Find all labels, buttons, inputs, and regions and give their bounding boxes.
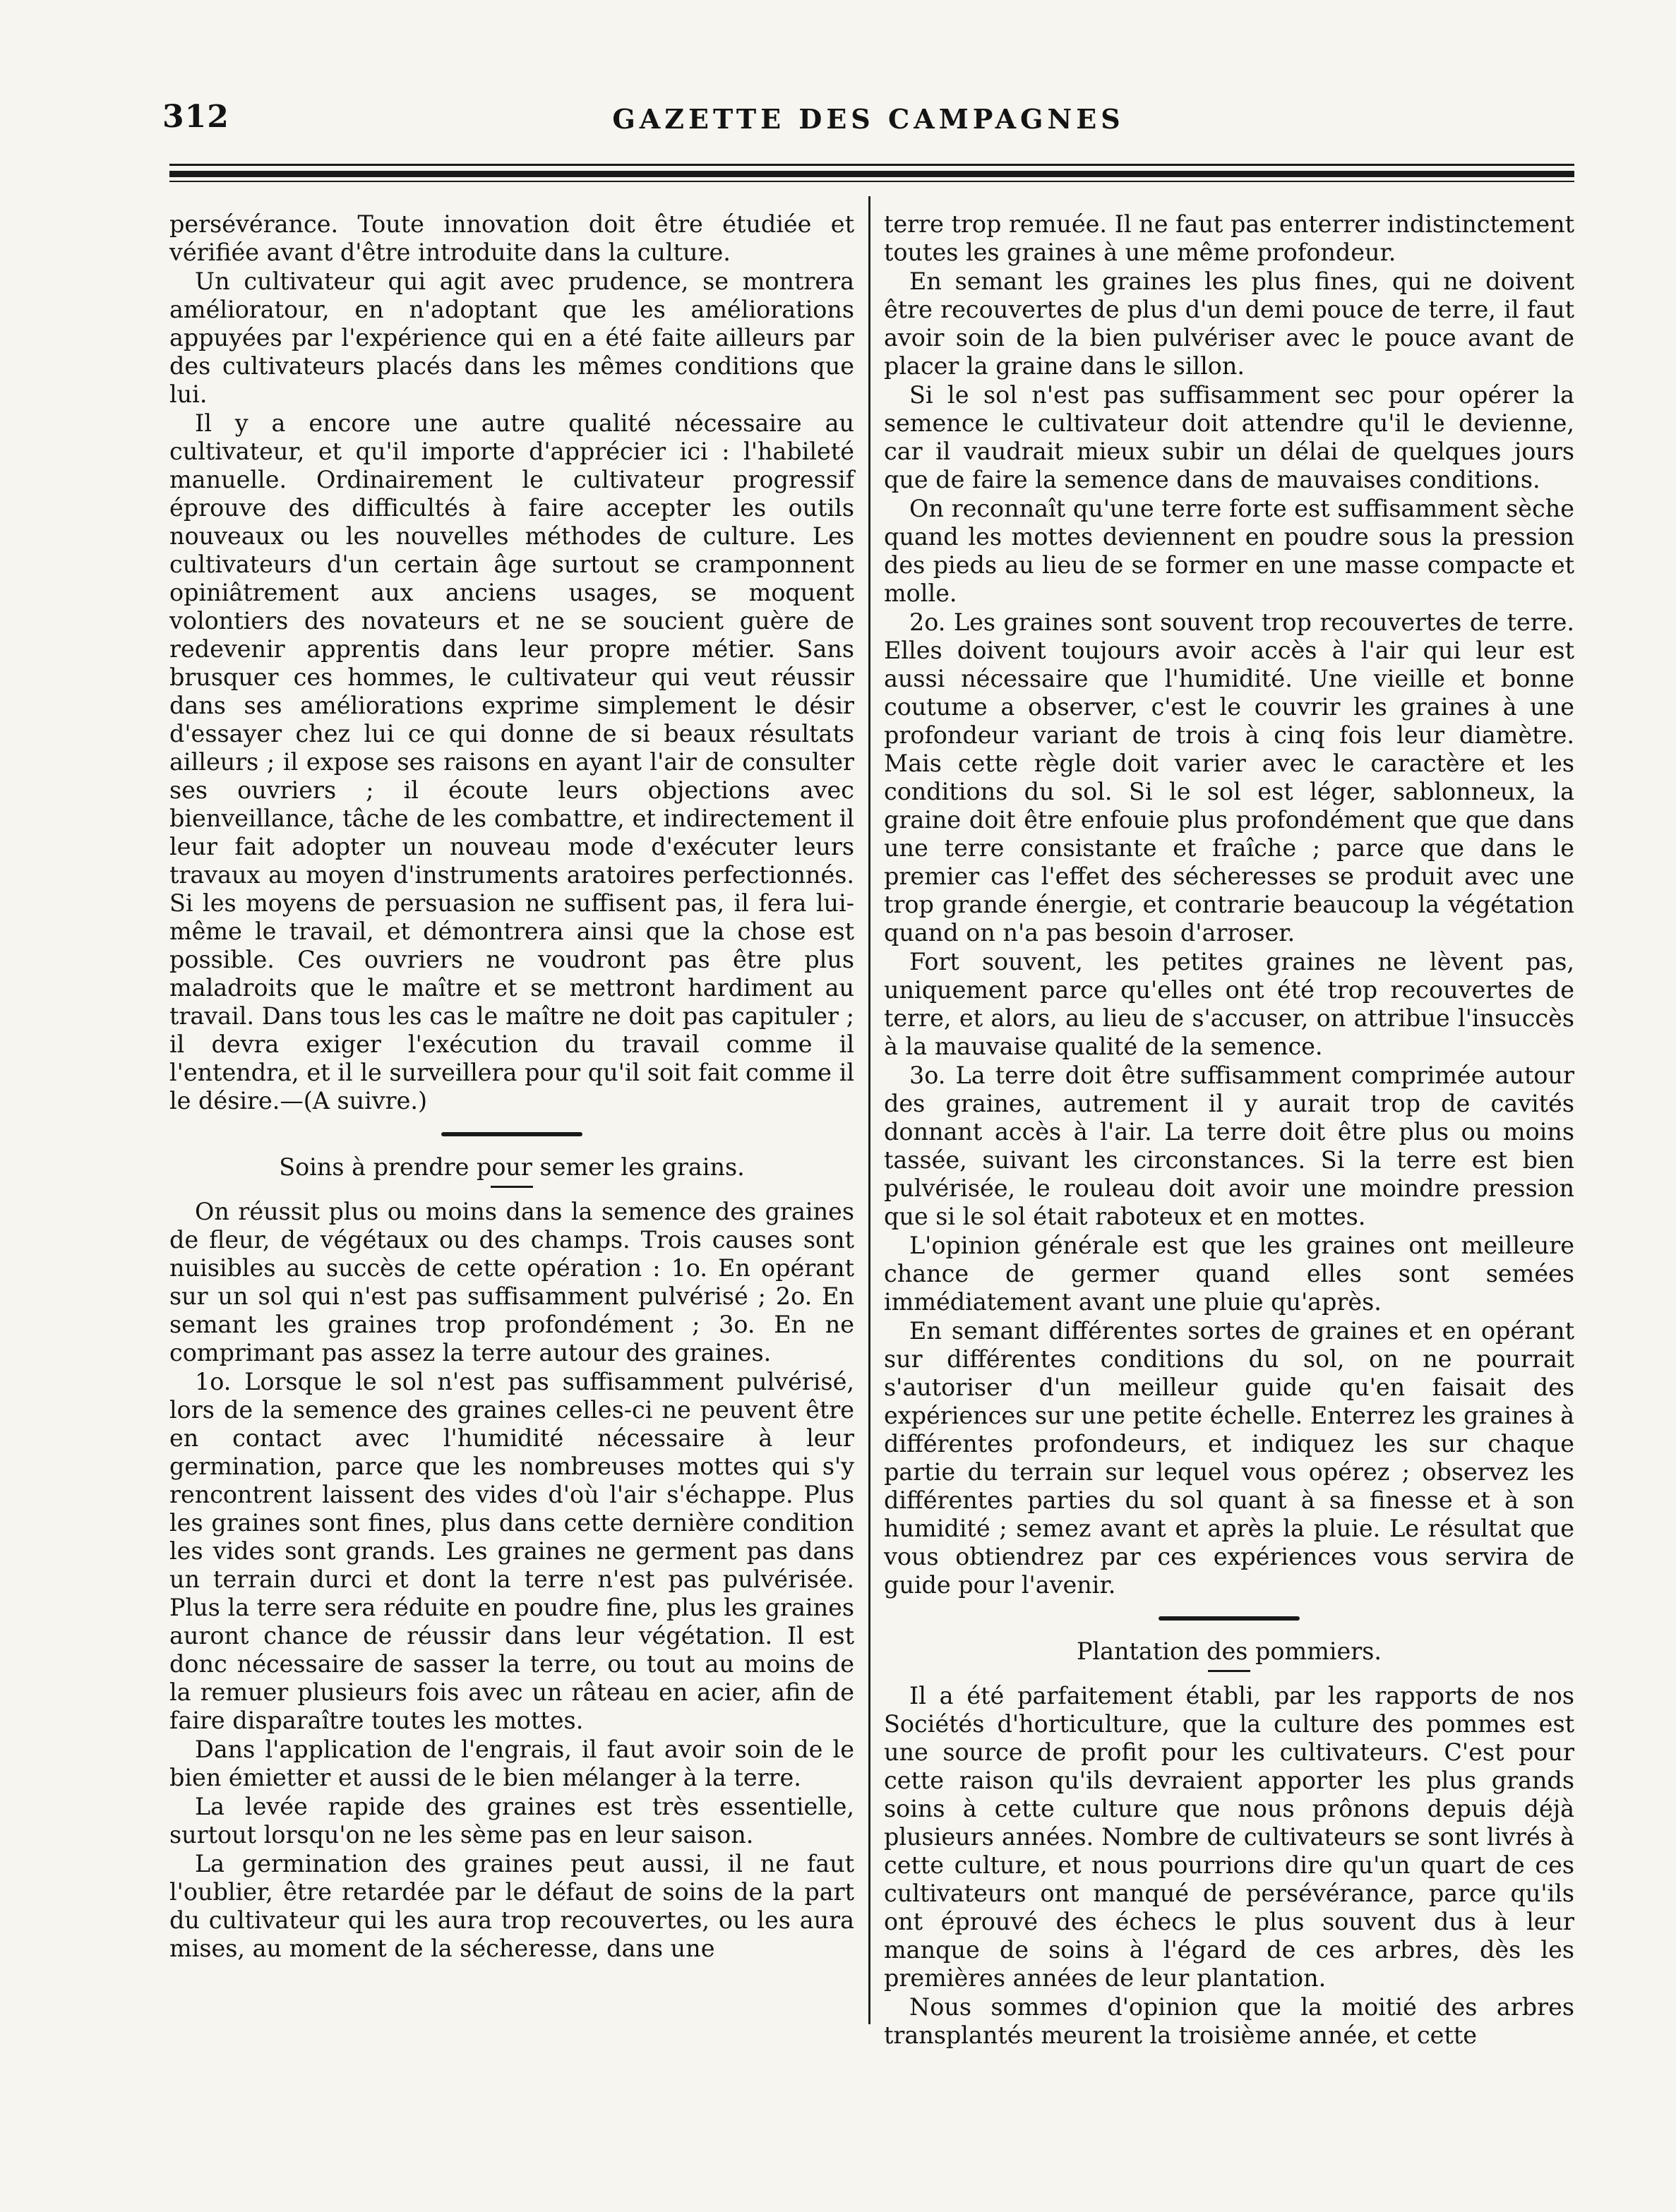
- paragraph: 3o. La terre doit être suffisamment comprimée autour des graines, autrement il y aurait trop de cavités donnant accès à l'air. La terre doit être plus ou moins tassée, suivant les circonstances. Si la terre est bien pulvérisée, le rouleau doit avoir une moindre pression que si le sol était raboteux et en mottes.: [884, 1062, 1574, 1230]
- title-underline: [491, 1186, 533, 1188]
- section-separator: [441, 1132, 582, 1136]
- paragraph: Nous sommes d'opinion que la moitié des arbres transplantés meurent la troisième année, et cette: [884, 1993, 1574, 2049]
- paragraph: Si le sol n'est pas suffisamment sec pour opérer la semence le cultivateur doit attendre qu'il le devienne, car il vaudrait mieux subir un délai de quelques jours que de faire la semence dans de mauvaises conditions.: [884, 381, 1574, 493]
- page-header: [162, 99, 1574, 141]
- paragraph: 2o. Les graines sont souvent trop recouvertes de terre. Elles doivent toujours avoir accès à l'air qui leur est aussi nécessaire que l'humidité. Une vieille et bonne coutume a observer, c'est le couvrir les graines à une profondeur variant de trois à cinq fois leur diamètre. Mais cette règle doit varier avec le caractère et les conditions du sol. Si le sol est léger, sablonneux, la graine doit être enfouie plus profondément que que dans une terre consistante et fraîche ; parce que dans le premier cas l'effet des sécheresses se produit avec une trop grande énergie, et contrarie beaucoup la végétation quand on n'a pas besoin d'arroser.: [884, 608, 1574, 946]
- section-title: Plantation des pommiers.: [1076, 1637, 1382, 1665]
- paragraph: terre trop remuée. Il ne faut pas enterrer indistinctement toutes les graines à une même profondeur.: [884, 210, 1574, 266]
- paragraph: Fort souvent, les petites graines ne lèvent pas, uniquement parce qu'elles ont été trop recouvertes de terre, et alors, au lieu de s'accuser, on attribue l'insuccès à la mauvaise qualité de la semence.: [884, 948, 1574, 1060]
- paragraph: L'opinion générale est que les graines ont meilleure chance de germer quand elles sont semées immédiatement avant une pluie qu'après.: [884, 1232, 1574, 1316]
- title-underline: [1208, 1670, 1250, 1672]
- paragraph: Un cultivateur qui agit avec prudence, se montrera amélioratour, en n'adoptant que les améliorations appuyées par l'expérience qui en a été faite ailleurs par des cultivateurs placés dans les mêmes conditions que lui.: [169, 268, 854, 408]
- section-separator: [1159, 1616, 1300, 1621]
- section-title: Soins à prendre pour semer les grains.: [279, 1153, 745, 1181]
- right-column: [884, 210, 1574, 2050]
- paragraph: Il y a encore une autre qualité nécessaire au cultivateur, et qu'il importe d'apprécier ici : l'habileté manuelle. Ordinairement le cultivateur progressif éprouve des difficultés à faire accepter les outils nouveaux ou les nouvelles méthodes de culture. Les cultivateurs d'un certain âge surtout se cramponnent opiniâtrement aux anciens usages, se moquent volontiers des novateurs et ne se soucient guère de redevenir apprentis dans leur propre métier. Sans brusquer ces hommes, le cultivateur qui veut réussir dans ses améliorations exprime simplement le désir d'essayer chez lui ce qui donne de si beaux résultats ailleurs ; il expose ses raisons en ayant l'air de consulter ses ouvriers ; il écoute leurs objections avec bienveillance, tâche de les combattre, et indirectement il leur fait adopter un nouveau mode d'exécuter leurs travaux au moyen d'instruments aratoires perfectionnés. Si les moyens de persuasion ne suffisent pas, il fera lui-même le travail, et démontrera ainsi que la chose est possible. Ces ouvriers ne voudront pas être plus maladroits que le maître et se mettront hardiment au travail. Dans tous les cas le maître ne doit pas capituler ; il devra exiger l'exécution du travail comme il l'entendra, et il le surveillera pour qu'il soit fait comme il le désire.—(A suivre.): [169, 409, 854, 1114]
- paragraph: Dans l'application de l'engrais, il faut avoir soin de le bien émietter et aussi de le bien mélanger à la terre.: [169, 1736, 854, 1791]
- paragraph: Il a été parfaitement établi, par les rapports de nos Sociétés d'horticulture, que la culture des pommes est une source de profit pour les cultivateurs. C'est pour cette raison qu'ils devraient apporter les plus grands soins à cette culture que nous prônons depuis déjà plusieurs années. Nombre de cultivateurs se sont livrés à cette culture, et nous pourrions dire qu'un quart de ces cultivateurs ont manqué de persévérance, parce qu'ils ont éprouvé des échecs le plus souvent dus à leur manque de soins à l'égard de ces arbres, dès les premières années de leur plantation.: [884, 1682, 1574, 1992]
- journal-title: GAZETTE DES CAMPAGNES: [612, 103, 1125, 135]
- page-number: 312: [162, 99, 229, 135]
- header-rule-bottom: [169, 181, 1574, 182]
- paragraph: persévérance. Toute innovation doit être étudiée et vérifiée avant d'être introduite dans la culture.: [169, 210, 854, 266]
- header-rule-thick: [169, 171, 1574, 177]
- header-rule-top: [169, 164, 1574, 166]
- column-divider: [868, 196, 870, 2024]
- paragraph: On réussit plus ou moins dans la semence des graines de fleur, de végétaux ou des champs. Trois causes sont nuisibles au succès de cette opération : 1o. En opérant sur un sol qui n'est pas suffisamment pulvérisé ; 2o. En semant les graines trop profondément ; 3o. En ne comprimant pas assez la terre autour des graines.: [169, 1198, 854, 1366]
- paragraph: En semant différentes sortes de graines et en opérant sur différentes conditions du sol, on ne pourrait s'autoriser d'un meilleur guide qu'en faisait des expériences sur une petite échelle. Enterrez les graines à différentes profondeurs, et indiquez les sur chaque partie du terrain sur lequel vous opérez ; observez les différentes parties du sol quant à sa finesse et à son humidité ; semez avant et après la pluie. Le résultat que vous obtiendrez par ces expériences vous servira de guide pour l'avenir.: [884, 1317, 1574, 1599]
- paragraph: 1o. Lorsque le sol n'est pas suffisamment pulvérisé, lors de la semence des graines celles-ci ne peuvent être en contact avec l'humidité nécessaire à leur germination, parce que les nombreuses mottes qui s'y rencontrent laissent des vides d'où l'air s'échappe. Plus les graines sont fines, plus dans cette dernière condition les vides sont grands. Les graines ne germent pas dans un terrain durci et dont la terre n'est pas pulvérisée. Plus la terre sera réduite en poudre fine, plus les graines auront chance de réussir dans leur végétation. Il est donc nécessaire de sasser la terre, ou tout au moins de la remuer plusieurs fois avec un râteau en acier, afin de faire disparaître toutes les mottes.: [169, 1368, 854, 1734]
- paragraph: On reconnaît qu'une terre forte est suffisamment sèche quand les mottes deviennent en poudre sous la pression des pieds au lieu de se former en une masse compacte et molle.: [884, 495, 1574, 607]
- left-column: [169, 210, 854, 1964]
- paragraph: En semant les graines les plus fines, qui ne doivent être recouvertes de plus d'un demi pouce de terre, il faut avoir soin de la bien pulvériser avec le pouce avant de placer la graine dans le sillon.: [884, 268, 1574, 380]
- paragraph: La levée rapide des graines est très essentielle, surtout lorsqu'on ne les sème pas en leur saison.: [169, 1793, 854, 1849]
- paragraph: La germination des graines peut aussi, il ne faut l'oublier, être retardée par le défaut de soins de la part du cultivateur qui les aura trop recouvertes, ou les aura mises, au moment de la sécheresse, dans une: [169, 1850, 854, 1962]
